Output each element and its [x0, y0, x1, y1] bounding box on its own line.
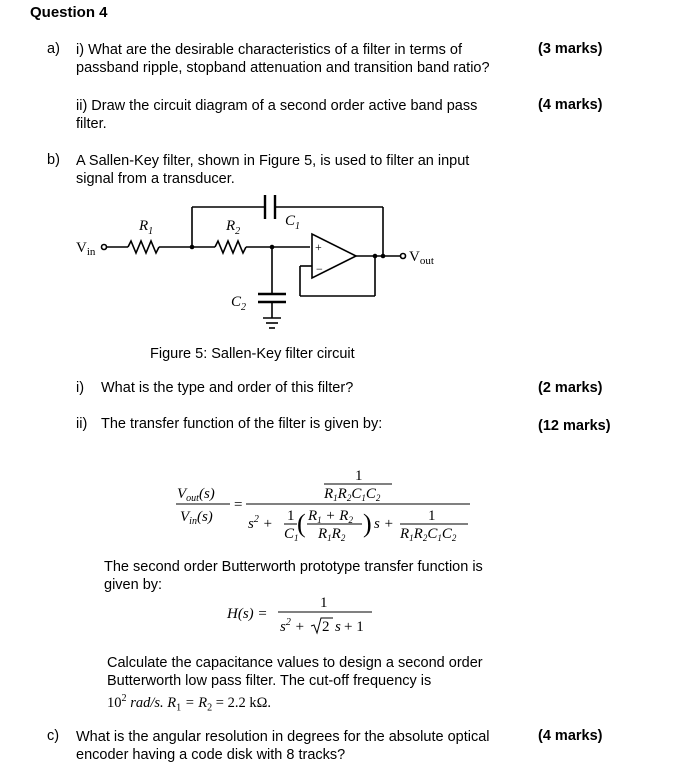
- part-a-question-2: ii) Draw the circuit diagram of a second order active band pass filter.: [76, 98, 478, 132]
- svg-text:s2 +: $s^2$ +: [248, 514, 273, 532]
- part-b-question-2: The transfer function of the filter is given by:: [101, 416, 383, 432]
- svg-text:s +: s +: [374, 516, 394, 532]
- svg-text:R1 + R2: $R_1 + R_2$: [308, 508, 353, 525]
- svg-text:s2 +: $s^2$ +: [280, 617, 305, 635]
- svg-text:=: =: [234, 497, 243, 513]
- c1-label: $C_1$: [285, 213, 301, 232]
- marks-a-i: (3 marks): [538, 41, 603, 57]
- sallen-key-circuit: [0, 182, 688, 342]
- calculation-task: Calculate the capacitance values to design a second order Butterworth low pass filter. The cut-off frequency is $10^2$ rad/s. $R_1 = R_2 = 2.2$ kΩ.: [107, 654, 537, 718]
- marks-b-i: (2 marks): [538, 380, 603, 396]
- question-heading: Question 4: [30, 4, 108, 21]
- cutoff-and-resistors: $10^2$ rad/s. $R_1 = R_2 = 2.2$ kΩ.: [107, 693, 271, 714]
- c2-label: $C_2$: [231, 294, 247, 313]
- svg-text:R1R2C1C2: $R_1R_2C_1C_2$: [400, 526, 457, 543]
- svg-text:Vout(s): $V_{out}(s)$: [177, 486, 215, 504]
- part-b-intro: A Sallen-Key filter, shown in Figure 5, is used to filter an input signal from a transducer.: [76, 153, 470, 187]
- svg-text:2: 2: [322, 619, 330, 635]
- svg-text:1: 1: [287, 508, 295, 524]
- part-b-question-1: What is the type and order of this filter?: [101, 380, 354, 396]
- marks-a-ii: (4 marks): [538, 97, 603, 113]
- r1-label: $R_1$: [139, 218, 154, 237]
- part-b-q2-number: ii): [76, 416, 88, 432]
- figure-caption: Figure 5: Sallen-Key filter circuit: [150, 346, 355, 362]
- opamp-minus: −: [316, 262, 323, 276]
- part-b-label: b): [47, 152, 60, 168]
- vin-label: $V_{in}$: [76, 240, 96, 258]
- svg-text:R1R2: $R_1R_2$: [318, 526, 346, 543]
- part-c-label: c): [47, 728, 60, 744]
- marks-b-ii: (12 marks): [538, 418, 611, 434]
- svg-text:R1R2C1C2: $R_1R_2C_1C_2$: [324, 486, 381, 503]
- vout-label: $V_{out}$: [409, 249, 434, 267]
- butterworth-text: The second order Butterworth prototype transfer function is given by:: [104, 559, 483, 593]
- svg-text:Vin(s): $V_{in}(s)$: [180, 509, 213, 527]
- part-a-label: a): [47, 41, 60, 57]
- svg-text:): ): [363, 509, 372, 538]
- svg-text:+ 1: + 1: [344, 619, 364, 635]
- part-b-q1-number: i): [76, 380, 85, 396]
- part-c-question: What is the angular resolution in degrees for the absolute optical encoder having a code disk with 8 tracks?: [76, 729, 490, 763]
- transfer-function-equation: [160, 460, 490, 550]
- svg-text:1: 1: [428, 508, 436, 524]
- svg-text:1: 1: [320, 595, 328, 611]
- opamp-plus: +: [315, 240, 322, 254]
- svg-text:H(s) =: H(s) =: [227, 606, 268, 622]
- svg-text:C1: $C_1$: [284, 526, 299, 543]
- svg-text:1: 1: [355, 468, 363, 484]
- svg-text:s: s: [335, 619, 341, 635]
- svg-text:(: (: [297, 509, 306, 538]
- butterworth-equation: [220, 590, 390, 640]
- r2-label: $R_2$: [226, 218, 241, 237]
- part-a-question-1: i) What are the desirable characteristics of a filter in terms of passband ripple, stopband attenuation and transition band ratio?: [76, 42, 490, 76]
- marks-c: (4 marks): [538, 728, 603, 744]
